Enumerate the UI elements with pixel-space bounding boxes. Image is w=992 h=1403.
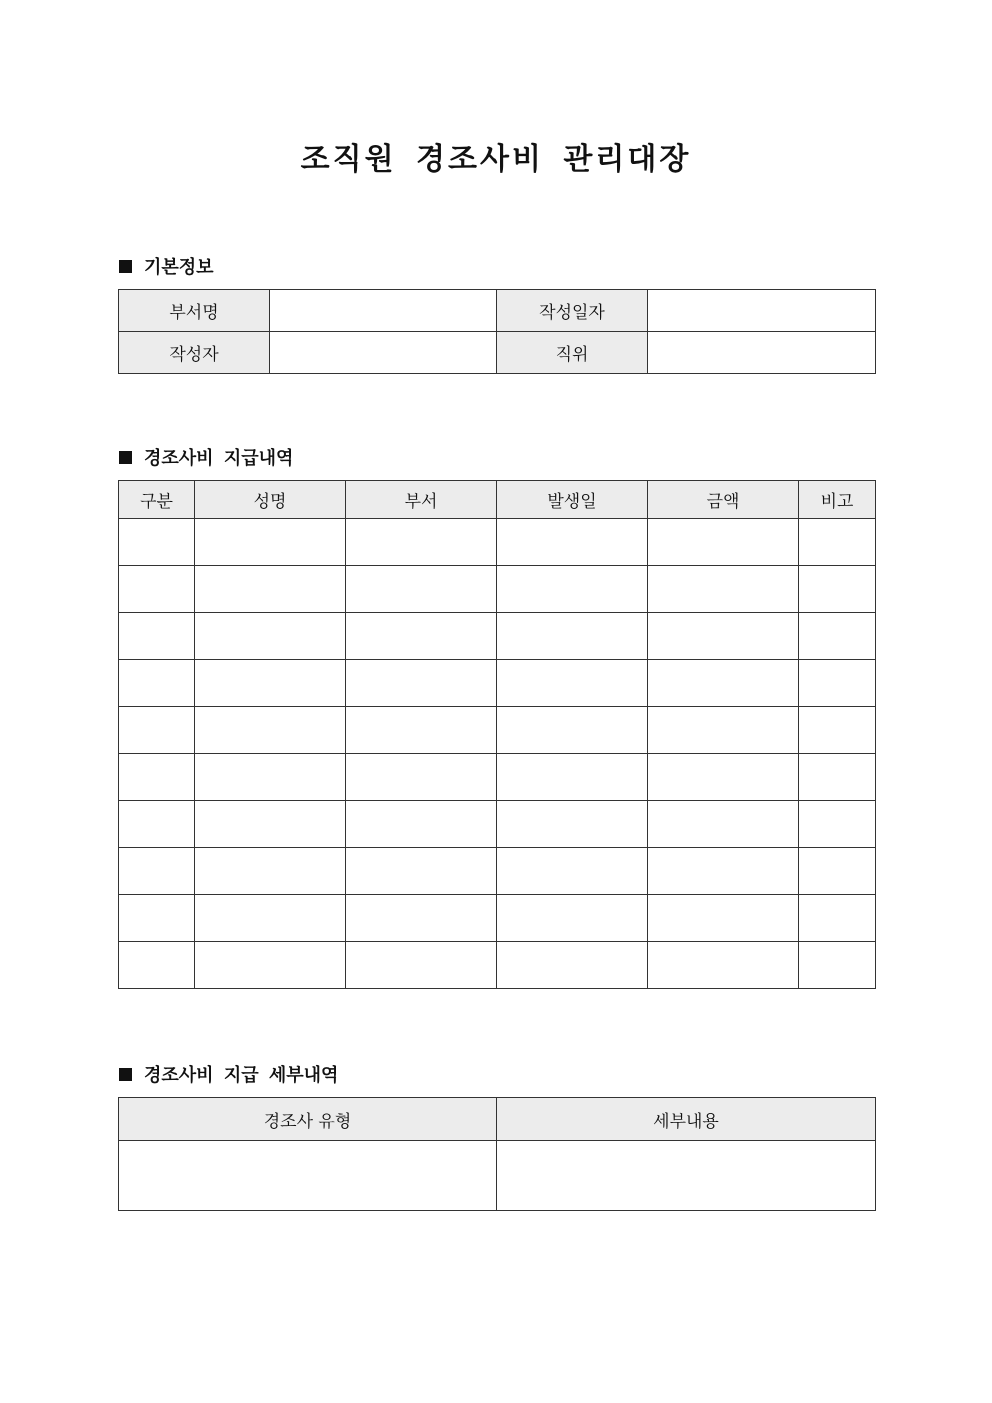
position-field[interactable] xyxy=(648,332,876,374)
column-header: 구분 xyxy=(119,481,195,519)
table-cell[interactable] xyxy=(648,848,799,895)
table-cell[interactable] xyxy=(648,801,799,848)
table-cell[interactable] xyxy=(648,895,799,942)
table-cell[interactable] xyxy=(497,707,648,754)
table-cell[interactable] xyxy=(497,519,648,566)
table-cell[interactable] xyxy=(346,754,497,801)
column-header: 세부내용 xyxy=(497,1098,876,1141)
square-bullet-icon xyxy=(119,451,132,464)
table-cell[interactable] xyxy=(119,707,195,754)
table-cell[interactable] xyxy=(648,707,799,754)
table-cell[interactable] xyxy=(799,660,876,707)
table-cell[interactable] xyxy=(119,754,195,801)
table-cell[interactable] xyxy=(119,660,195,707)
table-row xyxy=(119,660,876,707)
table-cell[interactable] xyxy=(799,566,876,613)
table-cell[interactable] xyxy=(119,1141,497,1211)
date-label: 작성일자 xyxy=(497,290,648,332)
table-cell[interactable] xyxy=(195,848,346,895)
table-row xyxy=(119,566,876,613)
position-label: 직위 xyxy=(497,332,648,374)
table-cell[interactable] xyxy=(195,707,346,754)
table-cell[interactable] xyxy=(346,566,497,613)
table-cell[interactable] xyxy=(799,519,876,566)
table-cell[interactable] xyxy=(497,801,648,848)
table-cell[interactable] xyxy=(195,895,346,942)
table-cell[interactable] xyxy=(346,519,497,566)
details-table xyxy=(118,1097,876,1211)
table-row xyxy=(119,895,876,942)
table-row xyxy=(119,707,876,754)
table-cell[interactable] xyxy=(346,895,497,942)
section-heading-label: 경조사비 지급 세부내역 xyxy=(144,1065,339,1086)
table-cell[interactable] xyxy=(119,895,195,942)
table-row xyxy=(119,1141,876,1211)
table-row xyxy=(119,613,876,660)
page-title: 조직원 경조사비 관리대장 xyxy=(300,142,692,177)
table-cell[interactable] xyxy=(497,566,648,613)
table-cell[interactable] xyxy=(799,895,876,942)
table-cell[interactable] xyxy=(497,660,648,707)
table-cell[interactable] xyxy=(497,848,648,895)
table-cell[interactable] xyxy=(497,895,648,942)
table-cell[interactable] xyxy=(799,707,876,754)
table-cell[interactable] xyxy=(497,1141,876,1211)
table-cell[interactable] xyxy=(799,848,876,895)
table-cell[interactable] xyxy=(119,566,195,613)
table-cell[interactable] xyxy=(799,801,876,848)
table-cell[interactable] xyxy=(195,613,346,660)
table-cell[interactable] xyxy=(346,707,497,754)
column-header: 경조사 유형 xyxy=(119,1098,497,1141)
column-header: 비고 xyxy=(799,481,876,519)
table-cell[interactable] xyxy=(195,566,346,613)
table-cell[interactable] xyxy=(799,942,876,989)
table-cell[interactable] xyxy=(346,942,497,989)
table-cell[interactable] xyxy=(648,660,799,707)
section-heading-basic xyxy=(119,253,214,279)
table-cell[interactable] xyxy=(497,613,648,660)
section-heading-details xyxy=(119,1061,338,1087)
table-cell[interactable] xyxy=(119,519,195,566)
table-cell[interactable] xyxy=(119,801,195,848)
table-cell[interactable] xyxy=(346,660,497,707)
table-cell[interactable] xyxy=(648,754,799,801)
table-cell[interactable] xyxy=(195,942,346,989)
column-header: 금액 xyxy=(648,481,799,519)
table-cell[interactable] xyxy=(195,801,346,848)
table-cell[interactable] xyxy=(119,942,195,989)
table-cell[interactable] xyxy=(195,519,346,566)
section-heading-label: 기본정보 xyxy=(144,257,214,278)
date-field[interactable] xyxy=(648,290,876,332)
author-field[interactable] xyxy=(270,332,497,374)
square-bullet-icon xyxy=(119,260,132,273)
table-cell[interactable] xyxy=(119,848,195,895)
section-heading-label: 경조사비 지급내역 xyxy=(144,448,294,469)
table-row xyxy=(119,848,876,895)
column-header: 발생일 xyxy=(497,481,648,519)
table-cell[interactable] xyxy=(799,613,876,660)
square-bullet-icon xyxy=(119,1068,132,1081)
table-cell[interactable] xyxy=(799,754,876,801)
table-cell[interactable] xyxy=(648,613,799,660)
table-row xyxy=(119,801,876,848)
table-cell[interactable] xyxy=(195,754,346,801)
department-field[interactable] xyxy=(270,290,497,332)
table-cell[interactable] xyxy=(497,942,648,989)
department-label: 부서명 xyxy=(119,290,270,332)
column-header: 부서 xyxy=(346,481,497,519)
table-row xyxy=(119,519,876,566)
column-header: 성명 xyxy=(195,481,346,519)
section-heading-payments xyxy=(119,444,293,470)
table-cell[interactable] xyxy=(648,942,799,989)
table-cell[interactable] xyxy=(346,613,497,660)
table-cell[interactable] xyxy=(648,519,799,566)
table-cell[interactable] xyxy=(346,801,497,848)
table-row xyxy=(119,754,876,801)
table-cell[interactable] xyxy=(497,754,648,801)
table-cell[interactable] xyxy=(648,566,799,613)
payments-table xyxy=(118,480,876,989)
table-cell[interactable] xyxy=(119,613,195,660)
author-label: 작성자 xyxy=(119,332,270,374)
basic-info-table xyxy=(118,289,876,374)
table-cell[interactable] xyxy=(346,848,497,895)
table-row xyxy=(119,942,876,989)
table-cell[interactable] xyxy=(195,660,346,707)
